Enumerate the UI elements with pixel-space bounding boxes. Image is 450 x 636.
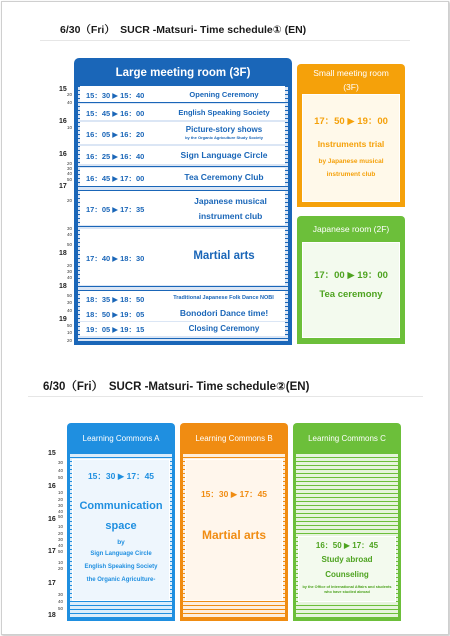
event-time: 16：50 ▶ 17：45: [315, 541, 379, 550]
hour-label: 16: [59, 118, 67, 125]
large-meeting-room-title: Large meeting room (3F): [115, 67, 251, 79]
event-sign-language-circle[interactable]: [80, 146, 285, 164]
hour-label: 16: [48, 483, 56, 490]
minute-label: 30: [58, 460, 64, 465]
large-meeting-room-column: [74, 58, 292, 345]
event-organizer: by the Organic Agriculture Study Society: [185, 135, 263, 140]
minute-label: 50: [67, 242, 73, 247]
hour-label: 17: [48, 548, 56, 555]
minute-label: 20: [58, 531, 64, 536]
organizer-item: English Speaking Society: [84, 564, 158, 570]
event-time: 18：35 ▶ 18：50: [86, 295, 145, 304]
event-study-abroad-counseling[interactable]: [298, 536, 396, 602]
minute-label: 30: [58, 503, 64, 508]
event-tea-ceremony[interactable]: [302, 242, 400, 338]
organizer-item: the Organic Agriculture-: [86, 577, 156, 583]
event-time: 17：40 ▶ 18：30: [86, 254, 145, 263]
minute-label: 40: [58, 543, 64, 548]
event-time: 15：30 ▶ 17：45: [87, 471, 155, 481]
event-name: Instruments trial: [317, 139, 385, 149]
learning-commons-c-column: [293, 423, 401, 621]
minute-label: 10: [67, 125, 73, 130]
event-name: Sign Language Circle: [180, 150, 268, 160]
hour-label: 15: [59, 86, 67, 93]
japanese-room-column: [297, 216, 405, 344]
minute-label: 20: [58, 566, 64, 571]
event-time: 17：05 ▶ 17：35: [86, 205, 145, 214]
event-time: 15：30 ▶ 17：45: [200, 489, 268, 499]
minute-label: 40: [67, 232, 73, 237]
hour-label: 15: [48, 450, 56, 457]
minute-label: 40: [67, 100, 73, 105]
minute-label: 40: [67, 275, 73, 280]
hour-label: 17: [48, 580, 56, 587]
minute-label: 30: [58, 592, 64, 597]
event-name: Tea Ceremony Club: [184, 172, 264, 182]
title-divider: [40, 40, 410, 41]
event-picture-story-shows[interactable]: [80, 122, 285, 144]
minute-label: 10: [58, 490, 64, 495]
hour-label: 19: [59, 316, 67, 323]
minute-label: 40: [58, 599, 64, 604]
event-time: 18：50 ▶ 19：05: [86, 310, 145, 319]
hour-label: 18: [48, 612, 56, 619]
minute-label: 10: [58, 524, 64, 529]
minute-label: 40: [67, 171, 73, 176]
event-name: Opening Ceremony: [189, 90, 259, 99]
organizer-item: Sign Language Circle: [90, 551, 152, 557]
minute-label: 20: [67, 198, 73, 203]
hour-label: 16: [48, 516, 56, 523]
learning-commons-b-column: [180, 423, 288, 621]
minute-label: 30: [58, 537, 64, 542]
event-time: 16：25 ▶ 16：40: [86, 152, 145, 161]
event-name: Traditional Japanese Folk Dance NOBI: [173, 295, 274, 301]
minute-label: 20: [67, 161, 73, 166]
hour-label: 16: [59, 151, 67, 158]
event-english-speaking-society[interactable]: [80, 104, 285, 120]
minute-label: 30: [67, 166, 73, 171]
japanese-room-title: Japanese room (2F): [312, 224, 390, 234]
minute-label: 50: [58, 514, 64, 519]
minute-label: 10: [67, 330, 73, 335]
minute-label: 20: [67, 338, 73, 343]
event-name: Martial arts: [193, 250, 255, 262]
event-name: Communication space: [79, 500, 163, 532]
event-name: English Speaking Society: [178, 108, 270, 117]
learning-commons-c-title: Learning Commons C: [308, 434, 386, 443]
minute-label: 50: [67, 323, 73, 328]
small-meeting-room-title: Small meeting room (3F): [313, 68, 389, 92]
event-tea-ceremony-club[interactable]: [80, 168, 285, 186]
minute-label: 10: [58, 560, 64, 565]
event-name: Tea ceremony: [319, 289, 383, 300]
event-time: 16：45 ▶ 17：00: [86, 174, 145, 183]
minute-label: 30: [67, 300, 73, 305]
minute-label: 40: [58, 509, 64, 514]
event-name: Study abroad Counseling: [321, 555, 373, 579]
event-martial-arts[interactable]: [80, 229, 285, 285]
minute-label: 40: [67, 308, 73, 313]
minute-label: 50: [67, 293, 73, 298]
event-communication-space[interactable]: [72, 459, 170, 601]
event-bonodori-dance[interactable]: [80, 306, 285, 321]
event-time: 16：05 ▶ 16：20: [86, 130, 145, 139]
minute-label: 50: [58, 475, 64, 480]
event-time: 19：05 ▶ 19：15: [86, 325, 145, 334]
event-organizer: by Japanese musical instrument club: [318, 158, 384, 178]
event-folk-dance-nobi[interactable]: [80, 291, 285, 306]
learning-commons-a-column: [67, 423, 175, 621]
event-time: 15：45 ▶ 16：00: [86, 109, 145, 118]
event-opening-ceremony[interactable]: [80, 86, 285, 102]
hour-label: 18: [59, 250, 67, 257]
event-japanese-musical-instrument-club[interactable]: [80, 191, 285, 225]
event-closing-ceremony[interactable]: [80, 322, 285, 336]
event-name: Japanese musical instrument club: [194, 196, 267, 221]
event-organizer: by the Office of International Affairs and students who have studied abroad: [302, 585, 392, 594]
event-name: Bonodori Dance time!: [179, 308, 269, 318]
schedule-1-title: 6/30（Fri） SUCR -Matsuri- Time schedule① (EN): [60, 24, 307, 36]
event-name: Picture-story shows: [185, 125, 263, 134]
learning-commons-a-title: Learning Commons A: [82, 434, 160, 443]
event-time: 17：50 ▶ 19：00: [314, 116, 388, 127]
title-divider: [28, 396, 423, 397]
minute-label: 50: [58, 606, 64, 611]
event-name: Martial arts: [201, 528, 267, 542]
event-instruments-trial[interactable]: [302, 94, 400, 202]
minute-label: 20: [67, 92, 73, 97]
learning-commons-b-title: Learning Commons B: [195, 434, 273, 443]
minute-label: 50: [67, 177, 73, 182]
minute-label: 50: [58, 549, 64, 554]
hour-label: 18: [59, 283, 67, 290]
event-time: 17：00 ▶ 19：00: [314, 270, 388, 281]
event-name: Closing Ceremony: [188, 324, 260, 333]
event-time: 15：30 ▶ 15：40: [86, 91, 145, 100]
small-meeting-room-column: [297, 64, 405, 207]
event-by: by: [117, 539, 125, 546]
minute-label: 30: [67, 226, 73, 231]
event-martial-arts-b[interactable]: [185, 459, 283, 601]
minute-label: 30: [67, 269, 73, 274]
minute-label: 20: [67, 263, 73, 268]
minute-label: 20: [58, 497, 64, 502]
minute-label: 40: [58, 468, 64, 473]
hour-label: 17: [59, 183, 67, 190]
schedule-2-title: 6/30（Fri） SUCR -Matsuri- Time schedule②(EN): [43, 381, 310, 393]
